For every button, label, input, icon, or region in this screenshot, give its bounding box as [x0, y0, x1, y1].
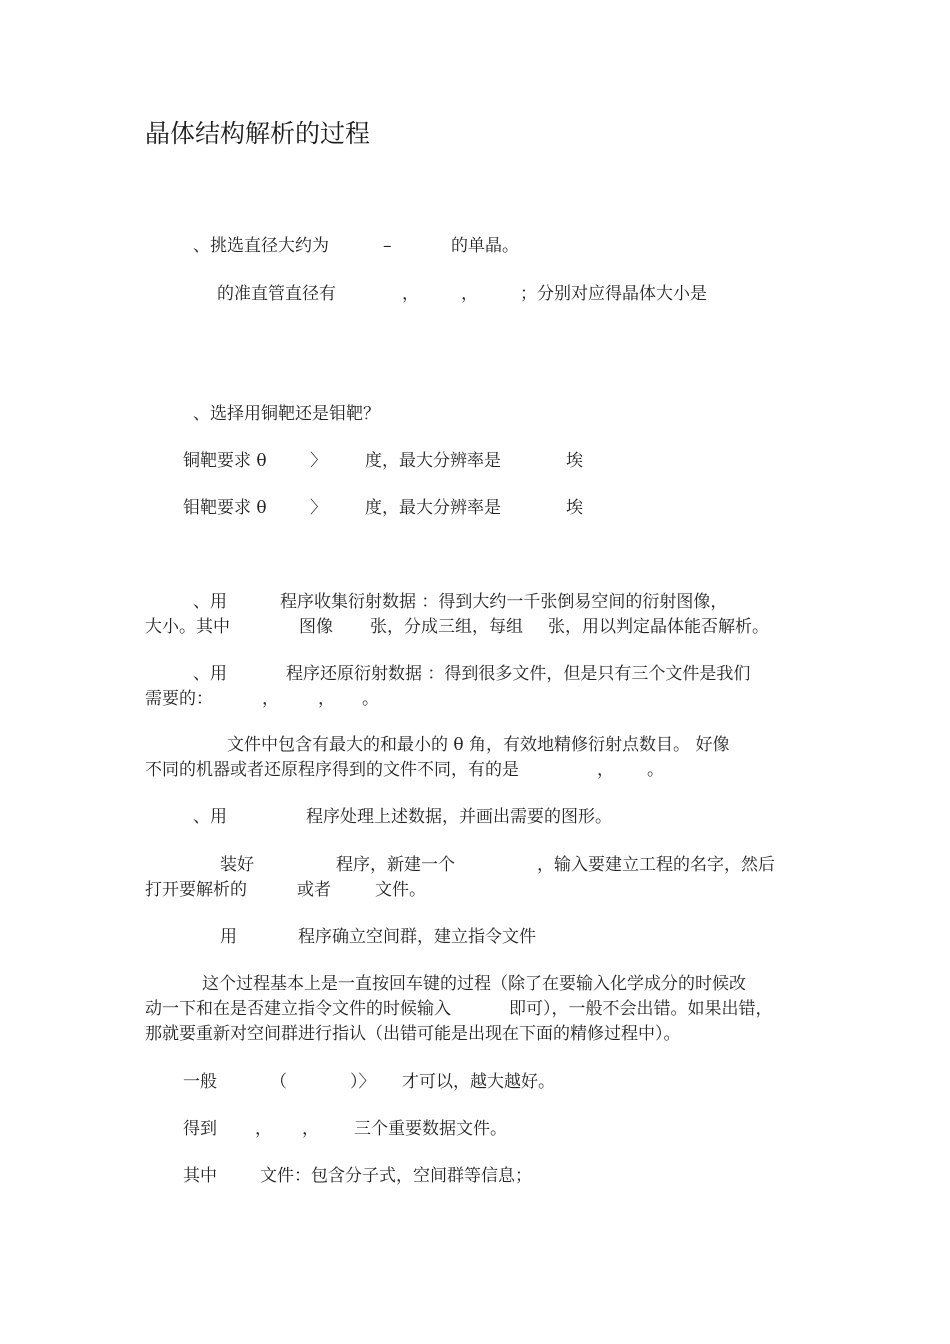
- text-fragment: 大小。其中: [145, 617, 230, 637]
- text-fragment: 、用: [193, 807, 227, 827]
- text-fragment: 度，最大分辨率是: [365, 451, 501, 471]
- text-fragment: 程序还原衍射数据 ：得到很多文件，但是只有三个文件是我们: [286, 664, 751, 684]
- text-fragment: 需要的：: [145, 689, 213, 709]
- text-fragment: 、挑选直径大约为: [193, 236, 329, 256]
- text-fragment: ，: [597, 760, 614, 780]
- text-fragment: 程序收集衍射数据 ：得到大约一千张倒易空间的衍射图像，: [280, 592, 728, 612]
- text-fragment: 程序处理上述数据，并画出需要的图形。: [306, 807, 612, 827]
- text-fragment: ，: [402, 284, 419, 304]
- text-fragment: 其中: [183, 1166, 217, 1186]
- text-fragment: 〉: [310, 451, 327, 471]
- text-fragment: 打开要解析的: [145, 880, 247, 900]
- text-fragment: 一般: [183, 1072, 217, 1092]
- text-fragment: 才可以，越大越好。: [402, 1072, 555, 1092]
- text-fragment: 文件：包含分子式，空间群等信息；: [260, 1166, 532, 1186]
- text-fragment: 张，用以判定晶体能否解析。: [548, 617, 769, 637]
- text-fragment: 〉: [310, 498, 327, 518]
- text-fragment: ；分别对应得晶体大小是: [520, 284, 707, 304]
- text-fragment: 这个过程基本上是一直按回车键的过程（除了在要输入化学成分的时候改: [202, 974, 746, 994]
- text-fragment: ，: [302, 1119, 319, 1139]
- text-fragment: 钼靶要求 θ: [183, 498, 267, 518]
- text-fragment: 、选择用铜靶还是钼靶？: [193, 404, 380, 424]
- text-fragment: ）〉: [350, 1072, 376, 1092]
- text-fragment: 文件中包含有最大的和最小的 θ 角，有效地精修衍射点数目。 好像: [227, 735, 730, 755]
- text-fragment: 用: [220, 927, 237, 947]
- text-fragment: 即可），一般不会出错。如果出错，: [509, 999, 773, 1019]
- text-fragment: 。: [362, 689, 379, 709]
- text-fragment: ，: [461, 284, 478, 304]
- text-fragment: 或者: [297, 880, 331, 900]
- text-fragment: 不同的机器或者还原程序得到的文件不同，有的是: [145, 760, 519, 780]
- text-fragment: 得到: [183, 1119, 217, 1139]
- text-fragment: ，: [318, 689, 335, 709]
- text-fragment: 图像: [299, 617, 333, 637]
- text-fragment: 。: [647, 760, 664, 780]
- text-fragment: 埃: [566, 498, 583, 518]
- text-fragment: 铜靶要求 θ: [183, 451, 267, 471]
- text-fragment: ，输入要建立工程的名字，然后: [537, 855, 775, 875]
- text-fragment: 三个重要数据文件。: [354, 1119, 507, 1139]
- text-fragment: 的准直管直径有: [217, 284, 336, 304]
- text-fragment: 程序确立空间群，建立指令文件: [298, 927, 536, 947]
- text-fragment: 埃: [566, 451, 583, 471]
- text-fragment: 动一下和在是否建立指令文件的时候输入: [145, 999, 451, 1019]
- text-fragment: 文件。: [375, 880, 426, 900]
- text-fragment: 的单晶。: [451, 236, 519, 256]
- text-fragment: （: [270, 1072, 287, 1092]
- document-title: 晶体结构解析的过程: [145, 119, 371, 148]
- text-fragment: 、用: [193, 664, 227, 684]
- text-fragment: ，: [255, 1119, 272, 1139]
- text-fragment: 张，分成三组，每组: [370, 617, 523, 637]
- text-fragment: 装好: [220, 855, 254, 875]
- text-fragment: 、用: [193, 592, 227, 612]
- text-fragment: 度，最大分辨率是: [365, 498, 501, 518]
- text-fragment: 程序，新建一个: [336, 855, 455, 875]
- text-fragment: ，: [262, 689, 279, 709]
- text-fragment: –: [383, 236, 392, 256]
- text-fragment: 那就要重新对空间群进行指认（出错可能是出现在下面的精修过程中）。: [145, 1024, 681, 1044]
